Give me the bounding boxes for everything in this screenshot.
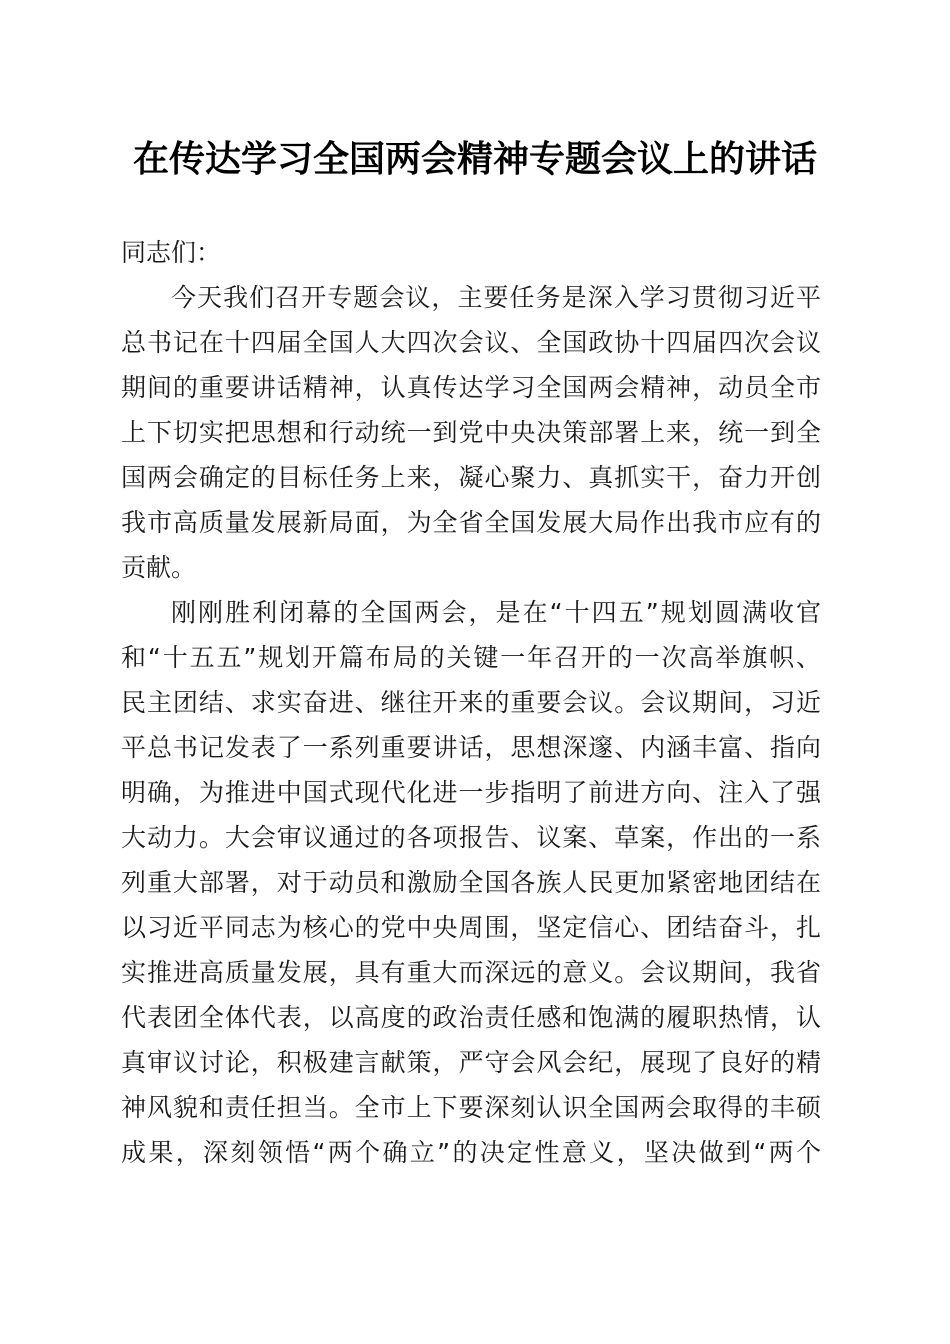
paragraph-1-line-7: 贡献。 [121, 553, 197, 582]
paragraph-2-line-12: 神风貌和责任担当。全市上下要深刻认识全国两会取得的丰硕 [121, 1093, 821, 1122]
paragraph-2-line-1: 刚刚胜利闭幕的全国两会，是在“十四五”规划圆满收官 [171, 598, 821, 627]
document-title: 在传达学习全国两会精神专题会议上的讲话 [132, 138, 817, 180]
paragraph-1-line-1: 今天我们召开专题会议，主要任务是深入学习贯彻习近平 [171, 283, 821, 312]
paragraph-2-line-9: 实推进高质量发展，具有重大而深远的意义。会议期间，我省 [121, 958, 821, 987]
paragraph-2-line-6: 大动力。大会审议通过的各项报告、议案、草案，作出的一系 [121, 823, 821, 852]
paragraph-2-line-11: 真审议讨论，积极建言献策，严守会风会纪，展现了良好的精 [121, 1048, 821, 1077]
salutation: 同志们： [121, 238, 222, 267]
paragraph-1-line-2: 总书记在十四届全国人大四次会议、全国政协十四届四次会议 [121, 328, 821, 357]
paragraph-1-line-4: 上下切实把思想和行动统一到党中央决策部署上来，统一到全 [121, 418, 821, 447]
paragraph-2-line-2: 和“十五五”规划开篇布局的关键一年召开的一次高举旗帜、 [121, 643, 821, 672]
paragraph-2-line-10: 代表团全体代表，以高度的政治责任感和饱满的履职热情，认 [121, 1003, 821, 1032]
paragraph-1-line-5: 国两会确定的目标任务上来，凝心聚力、真抓实干，奋力开创 [121, 463, 821, 492]
paragraph-2-line-3: 民主团结、求实奋进、继往开来的重要会议。会议期间，习近 [121, 688, 821, 717]
paragraph-1-line-3: 期间的重要讲话精神，认真传达学习全国两会精神，动员全市 [121, 373, 821, 402]
paragraph-2-line-13: 成果，深刻领悟“两个确立”的决定性意义，坚决做到“两个 [121, 1138, 821, 1167]
paragraph-2-line-8: 以习近平同志为核心的党中央周围，坚定信心、团结奋斗，扎 [121, 913, 821, 942]
paragraph-2-line-4: 平总书记发表了一系列重要讲话，思想深邃、内涵丰富、指向 [121, 733, 821, 762]
paragraph-2-line-7: 列重大部署，对于动员和激励全国各族人民更加紧密地团结在 [121, 868, 821, 897]
paragraph-1-line-6: 我市高质量发展新局面，为全省全国发展大局作出我市应有的 [121, 508, 821, 537]
paragraph-2-line-5: 明确，为推进中国式现代化进一步指明了前进方向、注入了强 [121, 778, 821, 807]
